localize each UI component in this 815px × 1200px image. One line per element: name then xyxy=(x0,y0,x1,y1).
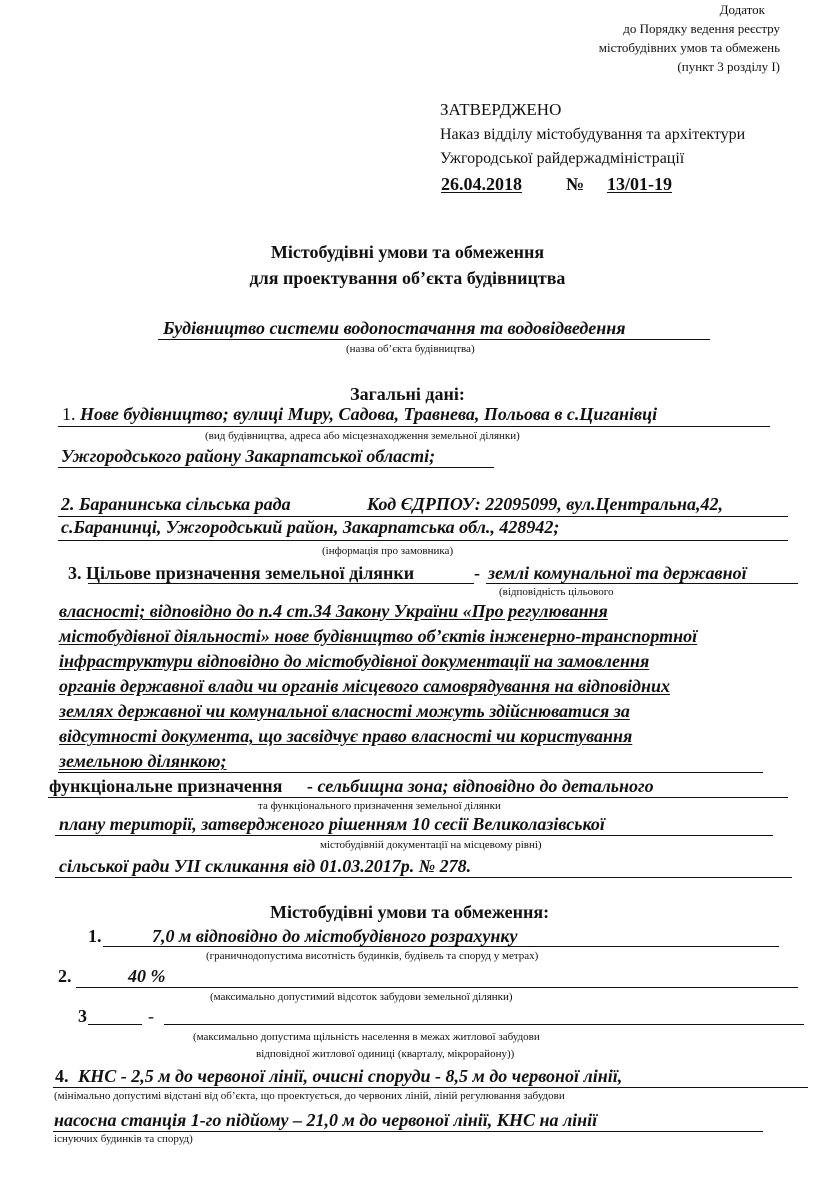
item1-number: 1. xyxy=(62,404,76,424)
item1-cont-underline xyxy=(58,467,494,468)
approval-authority: Ужгородської райдержадміністрації xyxy=(440,150,685,167)
condition3-underline-a xyxy=(88,1024,142,1025)
item3-label-underline xyxy=(88,583,474,584)
condition1-caption: (граничнодопустима висотність будинків, будівель та споруд у метрах) xyxy=(206,950,539,962)
plan-underline xyxy=(55,835,773,836)
customer-code: Код ЄДРПОУ: 22095099, вул.Центральна,42, xyxy=(367,494,723,514)
item2-caption: (інформація про замовника) xyxy=(322,545,454,557)
condition3-caption-2: відповідної житлової одиниці (кварталу, мікрорайону)) xyxy=(256,1048,515,1060)
approval-number: 13/01-19 xyxy=(607,174,672,194)
paragraph-line: земельною ділянкою; xyxy=(59,751,227,771)
paragraph-end-underline xyxy=(58,772,763,773)
item3-value: землі комунальної та державної xyxy=(488,563,747,583)
paragraph-line: містобудівної діяльності» нове будівництво об’єктів інженерно-транспортної xyxy=(59,626,698,646)
item1-text: Нове будівництво; вулиці Миру, Садова, Травнева, Польова в с.Циганівці xyxy=(80,404,658,424)
conditions-title: Містобудівні умови та обмеження: xyxy=(270,902,550,922)
condition3-caption-1: (максимально допустима щільність населення в межах житлової забудови xyxy=(193,1031,540,1043)
condition3-underline-b xyxy=(164,1024,804,1025)
condition2-number: 2. xyxy=(58,966,72,986)
condition1-value: 7,0 м відповідно до містобудівного розрахунку xyxy=(152,926,518,946)
paragraph-line: землях державної чи комунальної власності можуть здійснюватися за xyxy=(59,701,630,721)
functional-caption: та функціонального призначення земельної ділянки xyxy=(258,800,501,812)
paragraph-line: відсутності документа, що засвідчує право власності чи користування xyxy=(59,726,633,746)
condition2-underline xyxy=(76,987,798,988)
plan-line: плану території, затвердженого рішенням 10 сесії Великолазівської xyxy=(59,814,605,834)
condition2-value: 40 % xyxy=(128,966,166,986)
condition4-number: 4. xyxy=(55,1066,69,1086)
condition1-number: 1. xyxy=(88,926,102,946)
item1-underline xyxy=(58,426,770,427)
customer-name: 2. Баранинська сільська рада xyxy=(61,494,291,514)
object-name-underline xyxy=(158,339,710,340)
appendix-title: Додаток xyxy=(719,2,765,17)
approval-title: ЗАТВЕРДЖЕНО xyxy=(440,100,562,119)
paragraph-line: інфраструктури відповідно до містобудівної документації на замовлення xyxy=(59,651,650,671)
item1-caption: (вид будівництва, адреса або місцезнаходження земельної ділянки) xyxy=(205,430,520,442)
approval-date: 26.04.2018 xyxy=(441,174,522,194)
condition4-underline xyxy=(53,1087,808,1088)
functional-value: - сельбищна зона; відповідно до детального xyxy=(307,776,654,796)
general-title: Загальні дані: xyxy=(350,384,465,404)
condition4-cont-underline xyxy=(53,1131,763,1132)
paragraph-line: органів державної влади чи органів місцевого самоврядування на відповідних xyxy=(59,676,670,696)
condition4-caption-2: існуючих будинків та споруд) xyxy=(54,1133,193,1145)
paragraph-line: власності; відповідно до п.4 ст.34 Закону України «Про регулювання xyxy=(59,601,608,621)
functional-label: функціональне призначення xyxy=(49,776,283,796)
appendix-line: (пункт 3 розділу I) xyxy=(677,59,780,74)
condition3-value: - xyxy=(148,1006,154,1026)
approval-order: Наказ відділу містобудування та архітектури xyxy=(440,126,746,143)
number-sign: № xyxy=(566,174,585,194)
item2-underline-2 xyxy=(58,540,788,541)
appendix-line: до Порядку ведення реєстру xyxy=(623,21,780,36)
object-caption: (назва об’єкта будівництва) xyxy=(346,343,475,355)
item3-caption: (відповідність цільового xyxy=(499,586,614,598)
council-line: сільської ради УІІ скликання від 01.03.2017р. № 278. xyxy=(59,856,472,876)
customer-address: с.Баранинці, Ужгородський район, Закарпатська обл., 428942; xyxy=(61,517,560,537)
council-underline xyxy=(55,877,792,878)
condition4-caption: (мінімально допустимі відстані від об’єкта, що проектується, до червоних ліній, ліній регулювання забудови xyxy=(54,1090,565,1102)
functional-underline xyxy=(48,797,788,798)
plan-caption: містобудівній документації на місцевому рівні) xyxy=(320,839,542,851)
condition1-underline xyxy=(103,946,779,947)
item1-continuation: Ужгородського району Закарпатської області; xyxy=(61,446,436,466)
condition4-continuation: насосна станція 1-го підйому – 21,0 м до червоної лінії, КНС на лінії xyxy=(54,1110,598,1130)
item3-label: 3. Цільове призначення земельної ділянки xyxy=(68,563,415,583)
condition2-caption: (максимально допустимий відсоток забудови земельної ділянки) xyxy=(210,991,513,1003)
appendix-line: містобудівних умов та обмежень xyxy=(598,40,780,55)
heading-line1: Містобудівні умови та обмеження xyxy=(270,242,545,262)
condition4-value: КНС - 2,5 м до червоної лінії, очисні споруди - 8,5 м до червоної лінії, xyxy=(78,1066,623,1086)
item3-value-underline xyxy=(486,583,798,584)
heading-line2: для проектування об’єкта будівництва xyxy=(249,268,566,288)
item3-dash: - xyxy=(474,563,480,583)
object-name: Будівництво системи водопостачання та водовідведення xyxy=(163,318,626,338)
condition3-number: 3 xyxy=(78,1006,87,1026)
